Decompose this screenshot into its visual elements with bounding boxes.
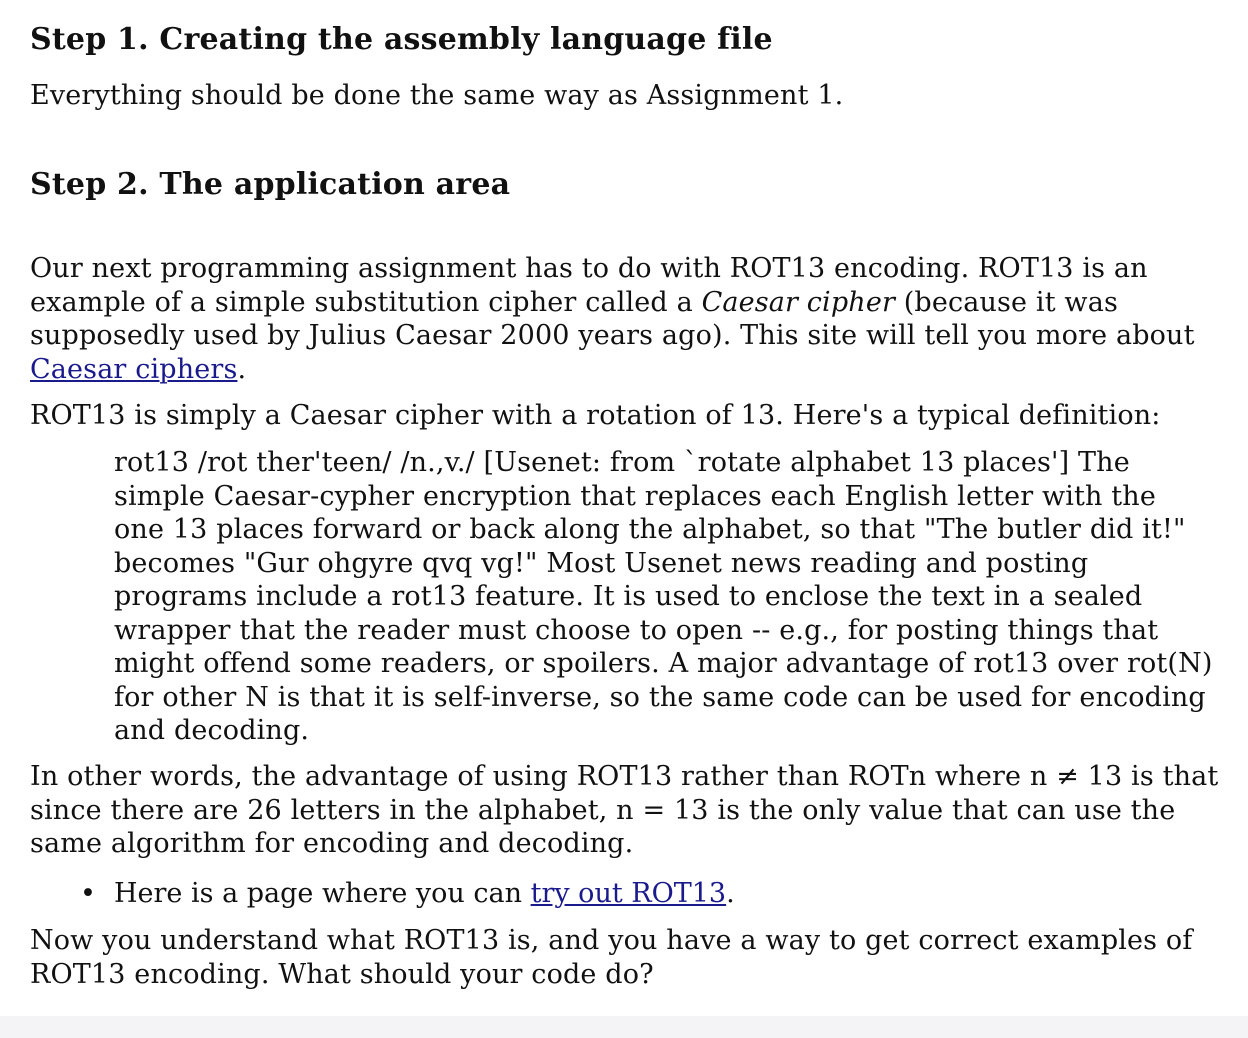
caesar-cipher-emphasis: Caesar cipher: [701, 286, 896, 318]
other-words-paragraph: In other words, the advantage of using ROT13 rather than ROTn where n ≠ 13 is that since there are 26 letters in the alphabet, n = 13 is the only value that can use the same algorithm for encoding and decoding.: [30, 761, 1219, 859]
bullet-text: Here is a page where you can: [114, 878, 531, 909]
step1-text: Everything should be done the same way as Assignment 1.: [30, 80, 844, 111]
caesar-ciphers-link[interactable]: Caesar ciphers: [30, 353, 238, 385]
try-out-rot13-link[interactable]: try out ROT13: [530, 878, 727, 909]
rot13-intro-paragraph: ROT13 is simply a Caesar cipher with a rotation of 13. Here's a typical definition:: [30, 400, 1161, 431]
step2-heading: Step 2. The application area: [30, 167, 511, 202]
list-item: [30, 877, 735, 911]
closing-paragraph: Now you understand what ROT13 is, and you have a way to get correct examples of ROT13 encoding. What should your code do?: [30, 925, 1193, 990]
intro-text-3: .: [237, 353, 247, 385]
intro-text-1: Our next programming assignment has to do with ROT13 encoding. ROT13 is an example of a simple substitution cipher called a: [30, 253, 1148, 318]
step1-heading: Step 1. Creating the assembly language file: [30, 22, 773, 57]
intro-text-2: (because it was supposedly used by Julius Caesar 2000 years ago). This site will tell you more about: [30, 286, 1195, 351]
bullet-list: [30, 877, 735, 911]
intro-paragraph: [30, 252, 1220, 386]
rot13-definition-blockquote: rot13 /rot ther'teen/ /n.,v./ [Usenet: from `rotate alphabet 13 places'] The simple Caesar-cypher encryption that replaces each English letter with the one 13 places forward or back along the alphabet, so that "The butler did it!" becomes "Gur ohgyre qvq vg!" Most Usenet news reading and posting programs include a rot13 feature. It is used to enclose the text in a sealed wrapper that the reader must choose to open -- e.g., for posting things that might offend some readers, or spoilers. A major advantage of rot13 over rot(N) for other N is that it is self-inverse, so the same code can be used for encoding and decoding.: [114, 447, 1213, 746]
page-bottom-edge: [0, 1016, 1248, 1038]
bullet-suffix: .: [726, 878, 735, 909]
bullet-marker: •: [80, 878, 96, 909]
